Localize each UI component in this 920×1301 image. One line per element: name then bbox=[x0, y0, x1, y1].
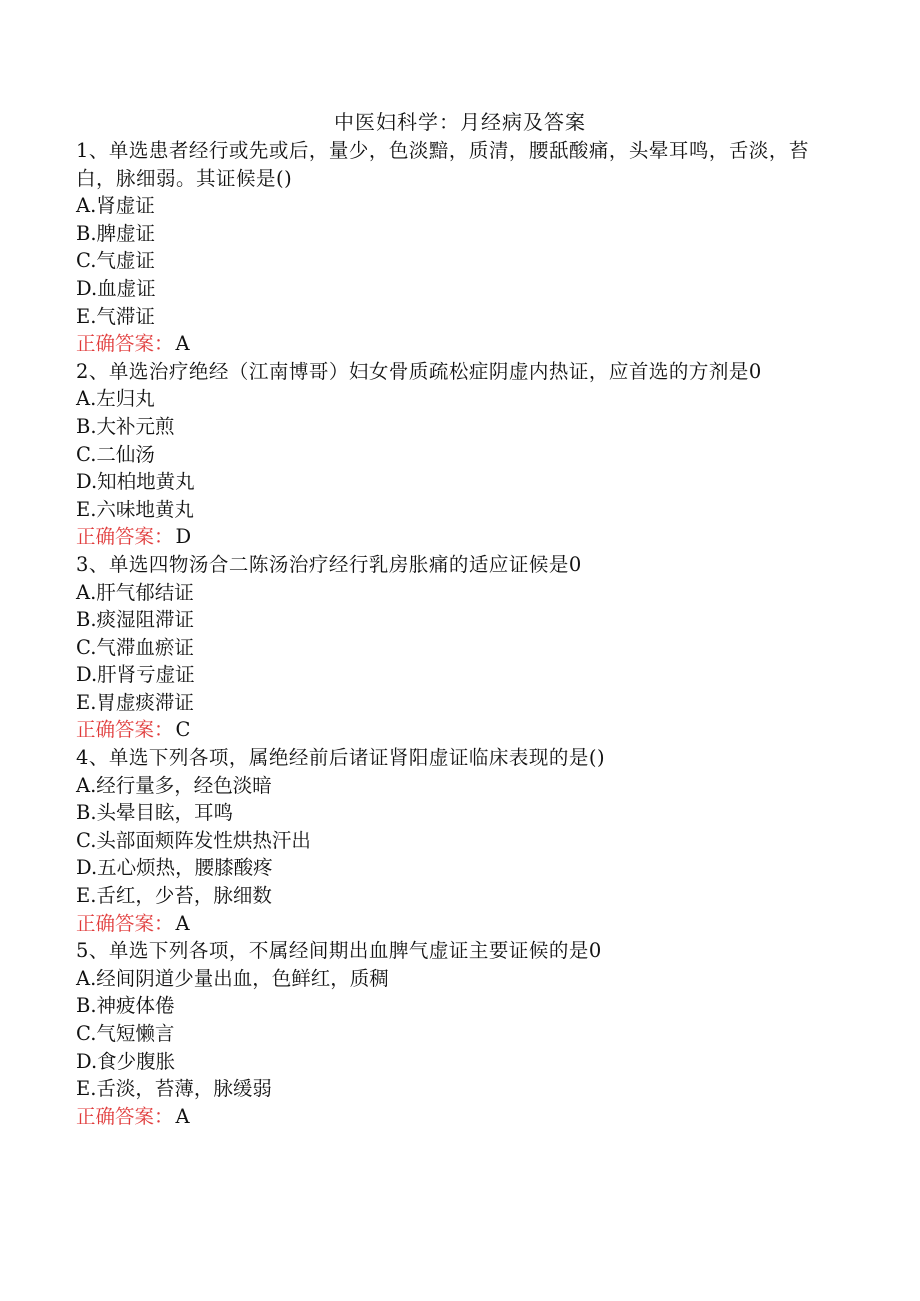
question-stem: 4、单选下列各项，属绝经前后诸证肾阳虚证临床表现的是() bbox=[76, 746, 606, 770]
answer-label: 正确答案： bbox=[76, 718, 174, 742]
option-d: D.血虚证 bbox=[76, 276, 156, 300]
answer-label: 正确答案： bbox=[76, 1104, 174, 1128]
answer-label: 正确答案： bbox=[76, 911, 174, 935]
option-a: A.肝气郁结证 bbox=[76, 580, 194, 604]
option-c: C.气虚证 bbox=[76, 249, 155, 273]
answer-value: A bbox=[175, 911, 190, 935]
option-a: A.肾虚证 bbox=[76, 194, 155, 218]
question-3 bbox=[76, 551, 836, 744]
option-a: A.经行量多，经色淡暗 bbox=[76, 773, 272, 797]
option-e: E.气滞证 bbox=[76, 304, 155, 328]
correct-answer bbox=[76, 1103, 836, 1131]
option-e: E.舌淡，苔薄，脉缓弱 bbox=[76, 1077, 272, 1101]
question-stem: 3、单选四物汤合二陈汤治疗经行乳房胀痛的适应证候是0 bbox=[76, 552, 582, 576]
question-5 bbox=[76, 937, 836, 1130]
option-b: B.痰湿阻滞证 bbox=[76, 608, 195, 632]
question-2 bbox=[76, 358, 836, 551]
option-c: C.头部面颊阵发性烘热汗出 bbox=[76, 828, 311, 852]
option-b: B.脾虚证 bbox=[76, 221, 156, 245]
correct-answer bbox=[76, 716, 836, 744]
option-e: E.胃虚痰滞证 bbox=[76, 690, 194, 714]
option-e: E.舌红，少苔，脉细数 bbox=[76, 884, 272, 908]
question-stem: 2、单选治疗绝经（江南博哥）妇女骨质疏松症阴虚内热证，应首选的方剂是0 bbox=[76, 359, 762, 383]
question-list bbox=[76, 137, 836, 1130]
option-d: D.知柏地黄丸 bbox=[76, 470, 195, 494]
option-d: D.食少腹胀 bbox=[76, 1049, 176, 1073]
question-1 bbox=[76, 137, 836, 358]
option-d: D.肝肾亏虚证 bbox=[76, 663, 195, 687]
question-stem: 5、单选下列各项，不属经间期出血脾气虚证主要证候的是0 bbox=[76, 939, 602, 963]
option-c: C.二仙汤 bbox=[76, 442, 155, 466]
answer-value: C bbox=[175, 718, 191, 742]
option-c: C.气滞血瘀证 bbox=[76, 635, 194, 659]
option-d: D.五心烦热，腰膝酸疼 bbox=[76, 856, 273, 880]
answer-label: 正确答案： bbox=[76, 332, 174, 356]
answer-label: 正确答案： bbox=[76, 525, 174, 549]
correct-answer bbox=[76, 910, 836, 938]
option-a: A.经间阴道少量出血，色鲜红，质稠 bbox=[76, 966, 389, 990]
option-e: E.六味地黄丸 bbox=[76, 497, 194, 521]
answer-value: A bbox=[175, 1104, 190, 1128]
answer-value: D bbox=[175, 525, 192, 549]
correct-answer bbox=[76, 523, 836, 551]
question-4 bbox=[76, 744, 836, 937]
option-b: B.大补元煎 bbox=[76, 414, 175, 438]
option-b: B.神疲体倦 bbox=[76, 994, 175, 1018]
option-a: A.左归丸 bbox=[76, 387, 155, 411]
correct-answer bbox=[76, 330, 836, 358]
answer-value: A bbox=[175, 332, 190, 356]
document-title: 中医妇科学：月经病及答案 bbox=[334, 110, 586, 134]
option-b: B.头晕目眩，耳鸣 bbox=[76, 801, 234, 825]
option-c: C.气短懒言 bbox=[76, 1022, 175, 1045]
question-stem: 1、单选患者经行或先或后，量少，色淡黯，质清，腰舐酸痛，头晕耳鸣，舌淡，苔白，脉细弱。其证候是() bbox=[76, 139, 809, 190]
